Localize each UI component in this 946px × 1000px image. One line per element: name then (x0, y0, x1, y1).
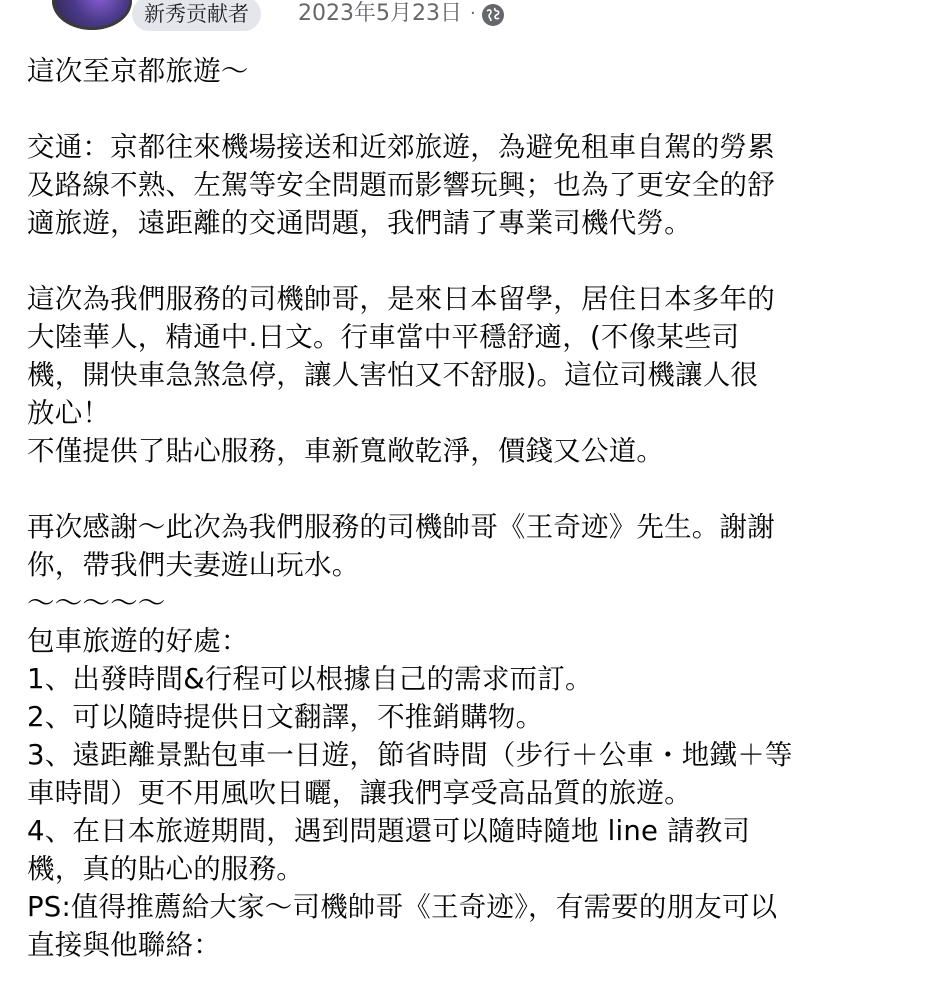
post-line: 3、遠距離景點包車一日遊，節省時間（步行＋公車・地鐵＋等 (27, 739, 793, 771)
post-header (0, 0, 946, 40)
post-line: 4、在日本旅遊期間，遇到問題還可以隨時隨地 line 請教司 (27, 815, 751, 847)
post-line: 你，帶我們夫妻遊山玩水。 (27, 549, 360, 581)
post-line: 車時間）更不用風吹日曬，讓我們享受高品質的旅遊。 (27, 777, 692, 809)
blank-line (27, 470, 932, 508)
post-line: 直接與他聯絡： (27, 929, 221, 961)
post-line: PS:值得推薦給大家～司機帥哥《王奇迹》，有需要的朋友可以 (27, 891, 778, 923)
post-line: 機，真的貼心的服務。 (27, 853, 304, 885)
meta-separator: · (469, 3, 476, 24)
post-line: ～～～～～ (27, 587, 166, 619)
post-line: 機，開快車急煞急停，讓人害怕又不舒服)。這位司機讓人很 (27, 359, 759, 391)
post-line: 包車旅遊的好處： (27, 625, 249, 657)
globe-icon[interactable] (482, 4, 504, 26)
post-line: 交通：京都往來機場接送和近郊旅遊，為避免租車自駕的勞累 (27, 131, 775, 163)
post-line: 大陸華人，精通中.日文。行車當中平穩舒適，(不像某些司 (27, 321, 740, 353)
post-line: 1、出發時間&行程可以根據自己的需求而訂。 (27, 663, 593, 695)
avatar[interactable] (52, 0, 132, 30)
post-line: 不僅提供了貼心服務，車新寬敞乾淨，價錢又公道。 (27, 435, 665, 467)
post-line: 及路線不熟、左駕等安全問題而影響玩興；也為了更安全的舒 (27, 169, 775, 201)
post-line: 適旅遊，遠距離的交通問題，我們請了專業司機代勞。 (27, 207, 692, 239)
post-date[interactable]: 2023年5月23日 (298, 1, 462, 26)
author-badge[interactable]: 新秀贡献者 (132, 0, 261, 31)
post-line: 2、可以隨時提供日文翻譯，不推銷購物。 (27, 701, 544, 733)
post-line: 再次感謝～此次為我們服務的司機帥哥《王奇迹》先生。謝謝 (27, 511, 775, 543)
post-line: 這次至京都旅遊～ (27, 55, 249, 87)
blank-line (27, 242, 932, 280)
post-line: 這次為我們服務的司機帥哥，是來日本留學，居住日本多年的 (27, 283, 775, 315)
blank-line (27, 90, 932, 128)
post-body (27, 52, 932, 964)
avatar-ring (52, 0, 132, 30)
post-meta (298, 0, 504, 31)
post-line: 放心！ (27, 397, 111, 429)
